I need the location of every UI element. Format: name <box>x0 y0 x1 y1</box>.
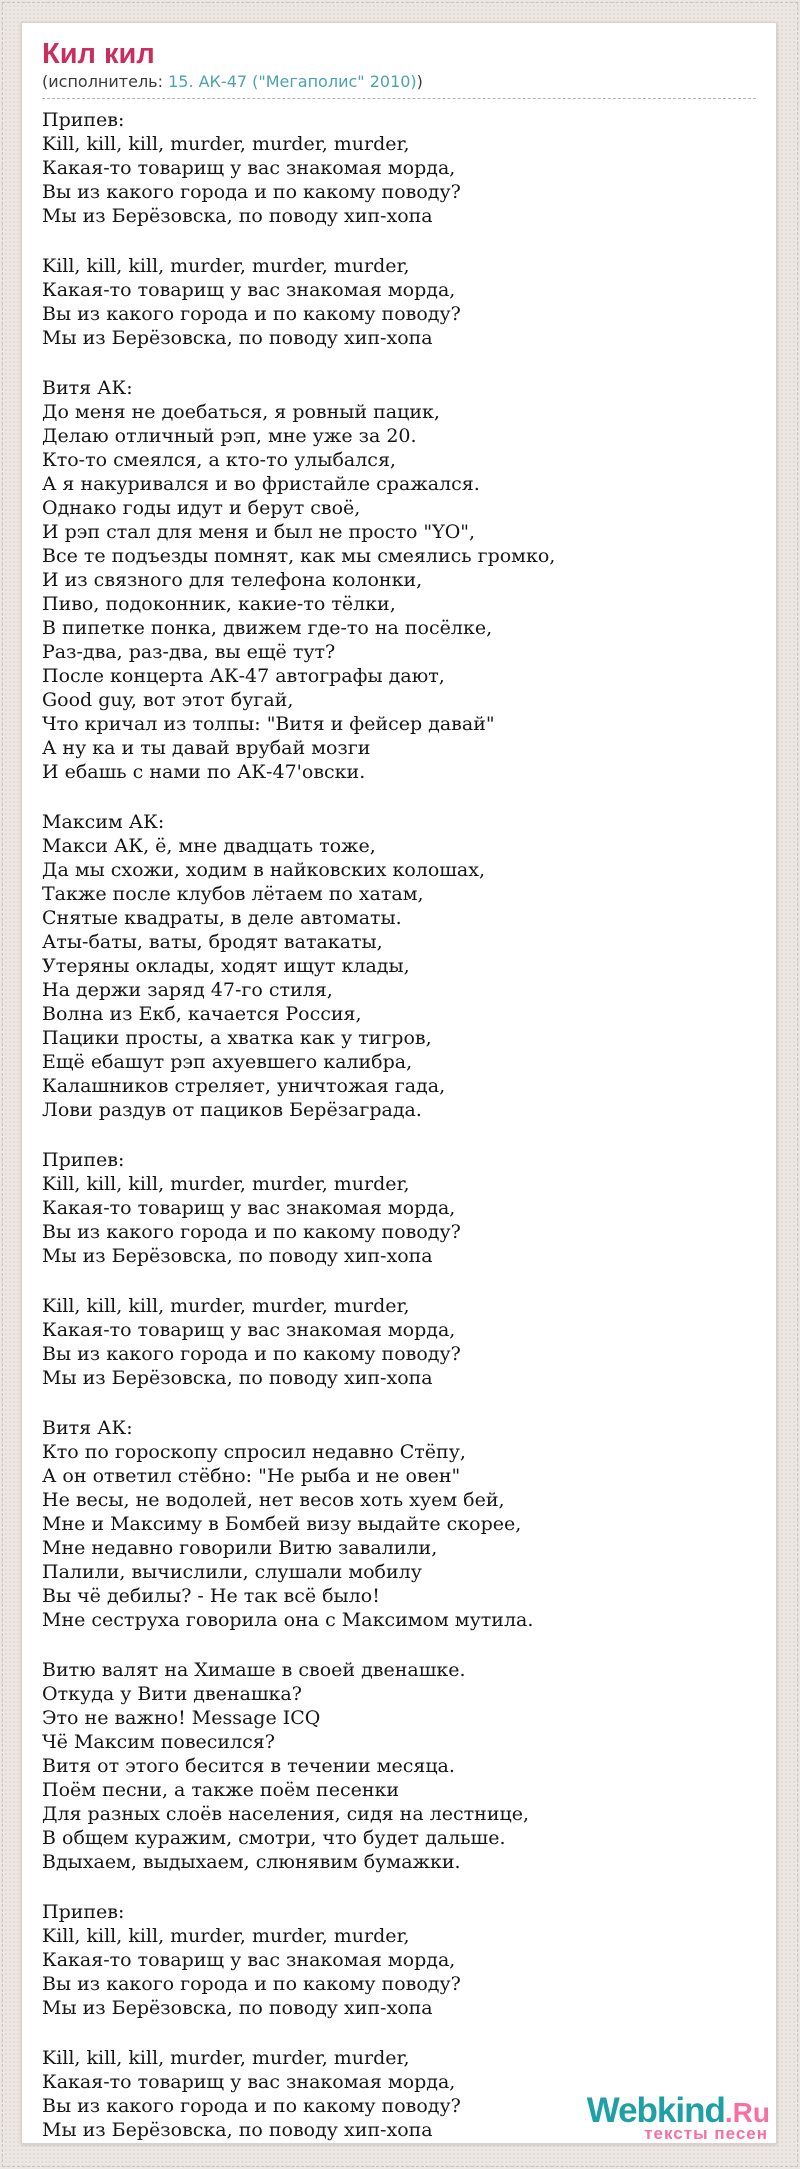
lyric-line: Чё Максим повесился? <box>42 1731 275 1754</box>
lyric-line: Мы из Берёзовска, по поводу хип-хопа <box>42 1997 433 2020</box>
lyric-line: Лови раздув от пациков Берёзаграда. <box>42 1099 422 1122</box>
lyric-stanza <box>42 1148 756 1268</box>
lyric-line: Мне сеструха говорила она с Максимом мутила. <box>42 1609 534 1632</box>
artist-link[interactable]: 15. АК-47 ("Мегаполис" 2010) <box>168 72 417 92</box>
lyric-stanza <box>42 376 756 784</box>
lyric-line: В пипетке понка, движем где-то на посёлке, <box>42 617 493 640</box>
lyric-line: Витю валят на Химаше в своей двенашке. <box>42 1659 466 1682</box>
lyric-line: Какая-то товарищ у вас знакомая морда, <box>42 1949 456 1972</box>
lyric-line: Палили, вычислили, слушали мобилу <box>42 1561 422 1584</box>
lyric-stanza <box>42 108 756 228</box>
lyric-line: А он ответил стёбно: "Не рыба и не овен" <box>42 1465 461 1488</box>
lyric-line: На держи заряд 47-го стиля, <box>42 979 333 1002</box>
lyric-line: Волна из Екб, качается Россия, <box>42 1003 362 1026</box>
lyric-line: А я накуривался и во фристайле сражался. <box>42 473 480 496</box>
lyric-line: Аты-баты, ваты, бродят ватакаты, <box>42 931 383 954</box>
lyric-line: Также после клубов лётаем по хатам, <box>42 883 424 906</box>
lyric-line: Мне и Максиму в Бомбей визу выдайте скорее, <box>42 1513 522 1536</box>
lyric-line: Ещё ебашут рэп ахуевшего калибра, <box>42 1051 413 1074</box>
lyric-line: Однако годы идут и берут своё, <box>42 497 361 520</box>
lyric-stanza <box>42 254 756 350</box>
lyric-line: Kill, kill, kill, murder, murder, murder, <box>42 1925 410 1948</box>
lyric-line: И ебашь с нами по АК-47'овски. <box>42 761 366 784</box>
lyric-line: Что кричал из толпы: "Витя и фейсер давай" <box>42 713 495 736</box>
lyric-line: Для разных слоёв населения, сидя на лестнице, <box>42 1803 530 1826</box>
lyric-line: Макси АК, ё, мне двадцать тоже, <box>42 835 376 858</box>
lyric-stanza <box>42 1416 756 1632</box>
lyric-line: Вы из какого города и по какому поводу? <box>42 181 461 204</box>
lyric-line: Мы из Берёзовска, по поводу хип-хопа <box>42 1245 433 1268</box>
lyric-line: Kill, kill, kill, murder, murder, murder, <box>42 2047 410 2070</box>
lyric-line: Припев: <box>42 1149 125 1172</box>
lyric-line: Kill, kill, kill, murder, murder, murder, <box>42 1295 410 1318</box>
webkind-logo-main: Webkind <box>586 2091 725 2130</box>
lyric-line: Витя АК: <box>42 377 133 400</box>
lyric-line: Припев: <box>42 1901 125 1924</box>
lyric-line: Витя от этого бесится в течении месяца. <box>42 1755 455 1778</box>
page-title: Кил кил <box>42 38 155 70</box>
lyric-line: Какая-то товарищ у вас знакомая морда, <box>42 2071 456 2094</box>
lyric-line: В общем куражим, смотри, что будет дальше. <box>42 1827 506 1850</box>
webkind-logo-suffix: .Ru <box>724 2097 770 2128</box>
lyric-stanza <box>42 1900 756 2020</box>
lyric-line: И из связного для телефона колонки, <box>42 569 423 592</box>
lyric-line: Вы из какого города и по какому поводу? <box>42 2095 461 2118</box>
lyric-line: Какая-то товарищ у вас знакомая морда, <box>42 279 456 302</box>
lyric-line: Припев: <box>42 109 125 132</box>
lyric-line: Все те подъезды помнят, как мы смеялись громко, <box>42 545 556 568</box>
lyrics-card <box>21 22 777 2144</box>
lyric-line: Мы из Берёзовска, по поводу хип-хопа <box>42 1367 433 1390</box>
lyric-line: Вы из какого города и по какому поводу? <box>42 1343 461 1366</box>
lyric-stanza <box>42 1294 756 1390</box>
artist-label: (исполнитель: <box>42 72 169 92</box>
lyric-line: Мне недавно говорили Витю завалили, <box>42 1537 438 1560</box>
lyric-line: Kill, kill, kill, murder, murder, murder, <box>42 1173 410 1196</box>
lyric-line: Делаю отличный рэп, мне уже за 20. <box>42 425 417 448</box>
lyrics-text <box>42 108 756 2142</box>
lyric-line: Kill, kill, kill, murder, murder, murder, <box>42 133 410 156</box>
webkind-wordmark <box>587 2093 770 2128</box>
lyric-line: Не весы, не водолей, нет весов хоть хуем бей, <box>42 1489 505 1512</box>
lyric-line: Какая-то товарищ у вас знакомая морда, <box>42 1197 456 1220</box>
lyric-stanza <box>42 1658 756 1874</box>
lyric-line: И рэп стал для меня и был не просто "YO", <box>42 521 476 544</box>
lyric-line: Какая-то товарищ у вас знакомая морда, <box>42 157 456 180</box>
lyric-line: Откуда у Вити двенашка? <box>42 1683 302 1706</box>
lyric-line: После концерта АК-47 автографы дают, <box>42 665 445 688</box>
lyric-line: Мы из Берёзовска, по поводу хип-хопа <box>42 327 433 350</box>
lyric-line: Кто-то смеялся, а кто-то улыбался, <box>42 449 396 472</box>
lyric-line: Мы из Берёзовска, по поводу хип-хопа <box>42 205 433 228</box>
lyric-line: Вы из какого города и по какому поводу? <box>42 303 461 326</box>
lyric-stanza <box>42 810 756 1122</box>
lyric-line: Это не важно! Message ICQ <box>42 1707 321 1730</box>
lyric-line: Какая-то товарищ у вас знакомая морда, <box>42 1319 456 1342</box>
webkind-logo-tagline: тексты песен <box>644 2124 768 2143</box>
lyric-line: Витя АК: <box>42 1417 133 1440</box>
lyric-line: До меня не доебаться, я ровный пацик, <box>42 401 440 424</box>
artist-label-close: ) <box>416 72 423 92</box>
lyric-line: Пиво, подоконник, какие-то тёлки, <box>42 593 396 616</box>
lyric-line: Да мы схожи, ходим в найковских колошах, <box>42 859 486 882</box>
lyric-line: Максим АК: <box>42 811 165 834</box>
webkind-logo[interactable] <box>587 2093 770 2142</box>
lyric-line: Вы чё дебилы? - Не так всё было! <box>42 1585 380 1608</box>
artist-line <box>42 72 756 99</box>
lyric-line: Kill, kill, kill, murder, murder, murder, <box>42 255 410 278</box>
lyric-line: Good guy, вот этот бугай, <box>42 689 294 712</box>
lyric-line: Мы из Берёзовска, по поводу хип-хопа <box>42 2119 433 2142</box>
lyric-line: Вы из какого города и по какому поводу? <box>42 1221 461 1244</box>
lyric-line: Кто по гороскопу спросил недавно Стёпу, <box>42 1441 466 1464</box>
lyric-line: Калашников стреляет, уничтожая гада, <box>42 1075 446 1098</box>
lyric-line: А ну ка и ты давай врубай мозги <box>42 737 371 760</box>
lyric-line: Вдыхаем, выдыхаем, слюнявим бумажки. <box>42 1851 461 1874</box>
lyric-line: Раз-два, раз-два, вы ещё тут? <box>42 641 336 664</box>
lyric-line: Вы из какого города и по какому поводу? <box>42 1973 461 1996</box>
lyric-line: Утеряны оклады, ходят ищут клады, <box>42 955 410 978</box>
lyric-line: Поём песни, а также поём песенки <box>42 1779 400 1802</box>
lyric-line: Снятые квадраты, в деле автоматы. <box>42 907 402 930</box>
lyric-line: Пацики просты, а хватка как у тигров, <box>42 1027 432 1050</box>
